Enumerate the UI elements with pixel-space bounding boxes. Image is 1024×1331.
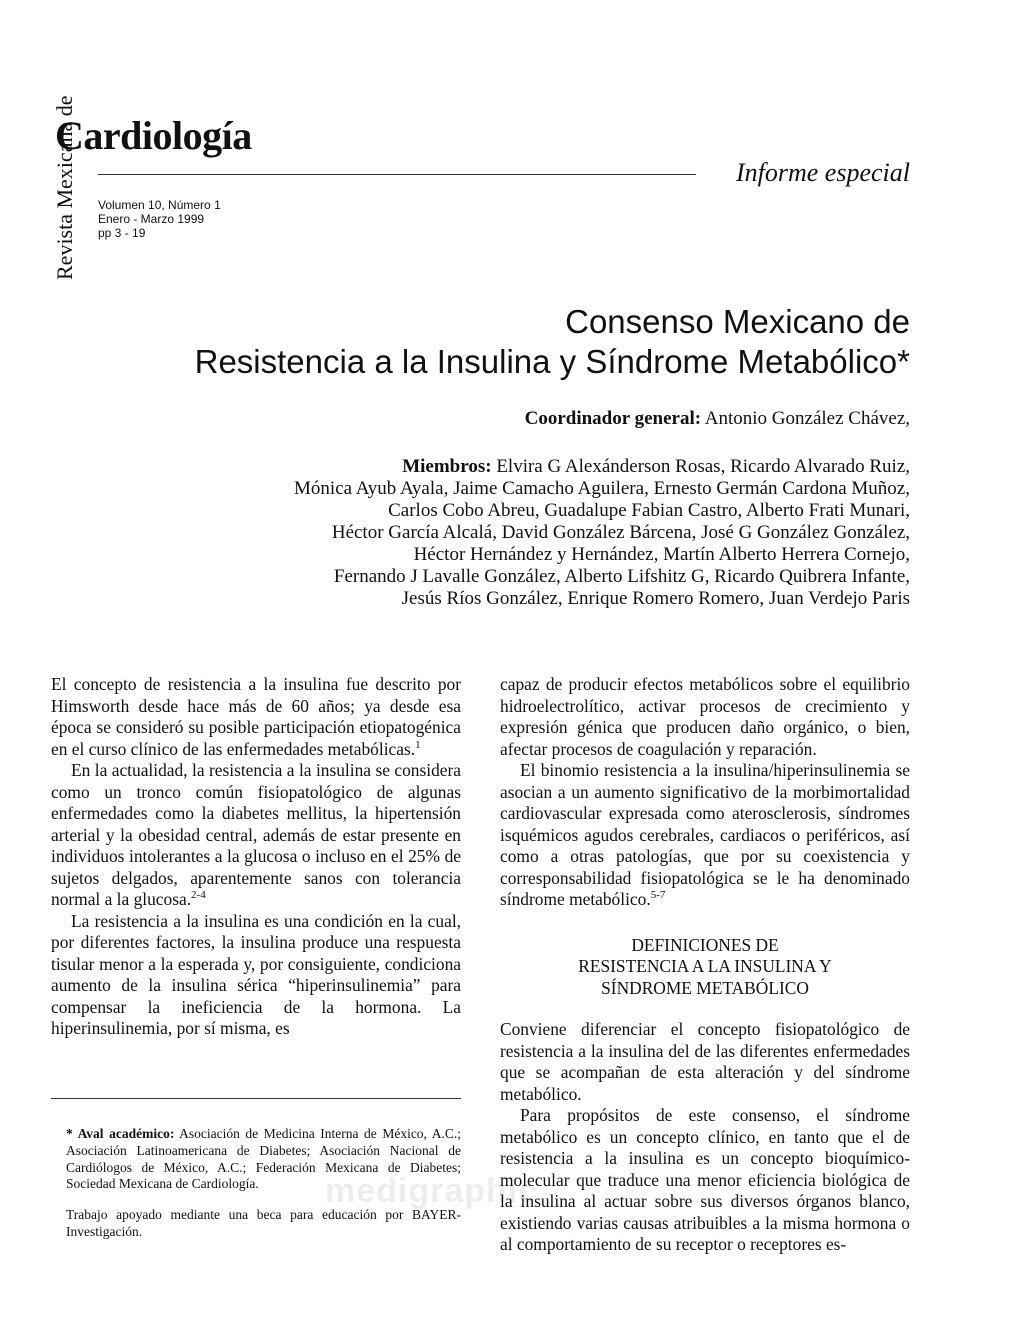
article-title-line2: Resistencia a la Insulina y Síndrome Metabólico* — [194, 343, 910, 380]
issue-pages: pp 3 - 19 — [98, 226, 146, 240]
issue-volume: Volumen 10, Número 1 — [98, 198, 221, 212]
paragraph: capaz de producir efectos metabólicos sobre el equilibrio hidroelectrolítico, activar procesos de crecimiento y expresión génica que producen daño orgánico, o bien, afectar procesos de coagulación y reparación. — [500, 674, 910, 759]
footnote-support: Trabajo apoyado mediante una beca para educación por BAYER-Investigación. — [66, 1207, 461, 1239]
members-line: Jesús Ríos González, Enrique Romero Romero, Juan Verdejo Paris — [401, 588, 910, 609]
section-heading: DEFINICIONES DE RESISTENCIA A LA INSULINA Y SÍNDROME METABÓLICO — [578, 934, 832, 998]
members-line: Héctor Hernández y Hernández, Martín Alberto Herrera Cornejo, — [413, 544, 910, 565]
citation-ref: 1 — [415, 738, 421, 751]
members-line: Héctor García Alcalá, David González Bárcena, José G González González, — [331, 522, 910, 543]
members-list — [190, 456, 910, 610]
members-label: Miembros: — [402, 456, 492, 477]
paragraph: La resistencia a la insulina es una condición en la cual, por diferentes factores, la insulina produce una respuesta tisular menor a la esperada y, por consiguiente, condiciona aumento de la insulina sérica “hiperinsulinemia” para compensar la ineficiencia de la hormona. La hiperinsulinemia, por sí misma, es — [51, 910, 461, 1038]
citation-ref: 2-4 — [191, 889, 206, 902]
issue-info — [98, 198, 221, 240]
paragraph: En la actualidad, la resistencia a la insulina se considera como un tronco común fisiopatológico de algunas enfermedades como la diabetes mellitus, la hipertensión arterial y la obesidad central, además de estar presente en individuos intolerantes a la glucosa o incluso en el 25% de sujetos delgados, aparentemente sanos con tolerancia normal a la glucosa.$^{2-4}$ — [51, 760, 461, 909]
footnote-rule — [51, 1098, 461, 1099]
body-column-right — [500, 674, 910, 1256]
footnote-endorsement: * Aval académico: Asociación de Medicina Interna de México, A.C.; Asociación Latinoamericana de Diabetes; Asociación Nacional de Cardiólogos de México, A.C.; Federación Mexicana de Diabetes; Sociedad Mexicana de Cardiología. — [66, 1126, 461, 1192]
paragraph: Para propósitos de este consenso, el síndrome metabólico es un concepto clínico, en tanto que el de resistencia a la insulina es un concepto bioquímico-molecular que traduce una menor eficiencia biológica de la insulina al actuar sobre sus diversos órganos blanco, existiendo varias causas atribuibles a la misma hormona o al comportamiento de su receptor o receptores es- — [500, 1105, 910, 1254]
coordinator-name: Antonio González Chávez, — [704, 408, 910, 429]
issue-date: Enero - Marzo 1999 — [98, 212, 205, 226]
section-label: Informe especial — [735, 158, 910, 187]
members-line: Mónica Ayub Ayala, Jaime Camacho Aguilera, Ernesto Germán Cardona Muñoz, — [294, 478, 910, 499]
article-title-line1: Consenso Mexicano de — [565, 303, 910, 340]
journal-logo: Cardiología — [55, 113, 252, 158]
members-line: Carlos Cobo Abreu, Guadalupe Fabian Castro, Alberto Frati Munari, — [388, 500, 910, 521]
article-title — [195, 302, 910, 382]
citation-ref: 5-7 — [650, 889, 666, 902]
members-line: Miembros: Elvira G Alexánderson Rosas, Ricardo Alvarado Ruiz, — [402, 456, 910, 477]
body-column-left — [51, 674, 461, 1040]
coordinator-label: Coordinador general: — [524, 408, 702, 429]
header-rule — [98, 174, 696, 175]
paragraph: El concepto de resistencia a la insulina fue descrito por Himsworth desde hace más de 60 años; ya desde esa época se consideró su posible participación etiopatogénica en el curso clínico de las enfermedades metabólicas.$^1$ — [51, 674, 461, 759]
members-line: Fernando J Lavalle González, Alberto Lifshitz G, Ricardo Quibrera Infante, — [333, 566, 910, 587]
paragraph: El binomio resistencia a la insulina/hiperinsulinemia se asocian a un aumento significativo de la morbimortalidad cardiovascular expresada como aterosclerosis, síndromes isquémicos agudos cerebrales, cardiacos o periféricos, así como a otras patologías, que por su coexistencia y corresponsabilidad fisiopatológica se le ha denominado síndrome metabólico.$^{5-7}$ — [500, 760, 910, 909]
coordinator — [525, 408, 910, 430]
journal-vertical-title: Revista Mexicana de — [52, 95, 77, 280]
paragraph: Conviene diferenciar el concepto fisiopatológico de resistencia a la insulina del de las diferentes enfermedades que se acompañan de esta alteración y del síndrome metabólico. — [500, 1019, 910, 1104]
watermark: medigraphic — [325, 1172, 539, 1210]
